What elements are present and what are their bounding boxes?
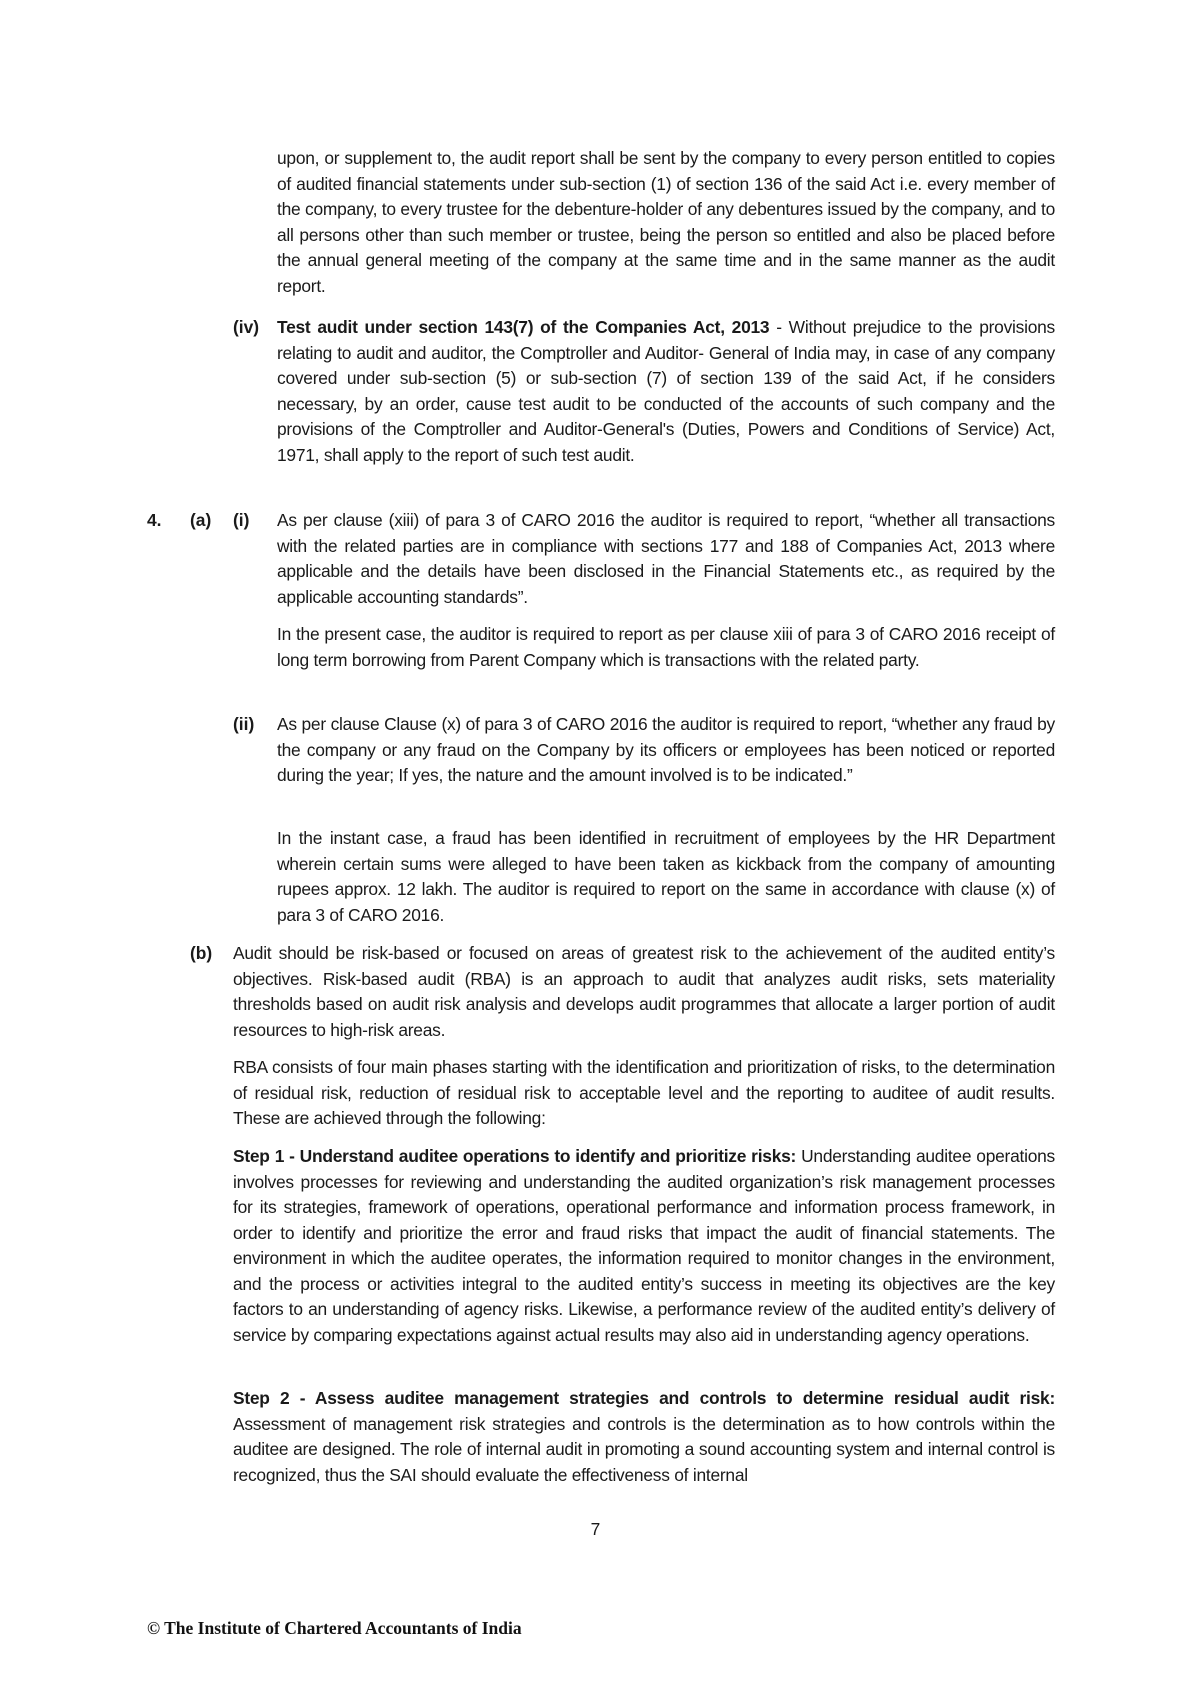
continuation-paragraph: upon, or supplement to, the audit report shall be sent by the company to every person entitled to copies of audited financial statements under sub-section (1) of section 136 of the said Act i.e. every member of the company, to every trustee for the debenture-holder of any debentures issued by the company, and to all persons other than such member or trustee, being the person so entitled and also be placed before the annual general meeting of the company at the same time and in the same manner as the audit report. (277, 148, 1055, 296)
item-ii-paragraph-2: In the instant case, a fraud has been identified in recruitment of employees by the HR Department wherein certain sums were alleged to have been taken as kickback from the company of amounting rupees approx. 12 lakh. The auditor is required to report on the same in accordance with clause (x) of para 3 of CARO 2016. (277, 828, 1055, 925)
part-a-label: (a) (190, 510, 212, 530)
part-b-paragraph-2: RBA consists of four main phases starting with the identification and prioritization of risks, to the determination of residual risk, reduction of residual risk to acceptable level and the reporting to auditee of audit results. These are achieved through the following: (233, 1057, 1055, 1128)
item-iv-title: Test audit under section 143(7) of the Companies Act, 2013 (277, 317, 770, 337)
footer-copyright: © The Institute of Chartered Accountants of India (147, 1618, 522, 1638)
question-number: 4. (147, 510, 162, 530)
part-b-paragraph-1: Audit should be risk-based or focused on areas of greatest risk to the achievement of the audited entity’s objectives. Risk-based audit (RBA) is an approach to audit that analyzes audit risks, sets materiality thresholds based on audit risk analysis and develops audit programmes that allocate a larger portion of audit resources to high-risk areas. (233, 943, 1055, 1040)
step-2-text: Assessment of management risk strategies and controls is the determination as to how controls within the auditee are designed. The role of internal audit in promoting a sound accounting system and internal control is recognized, thus the SAI should evaluate the effectiveness of internal (233, 1413, 1055, 1485)
part-b-label: (b) (190, 943, 213, 963)
item-iv-paragraph (277, 315, 1055, 468)
step-2-title: Step 2 - Assess auditee management strategies and controls to determine residual audit risk: (233, 1388, 1055, 1408)
item-iv-text: - Without prejudice to the provisions relating to audit and auditor, the Comptroller and Auditor- General of India may, in case of any company covered under sub-section (5) or sub-section (7) of section 139 of the said Act, if he considers necessary, by an order, cause test audit to be conducted of the accounts of such company and the provisions of the Comptroller and Auditor-General's (Duties, Powers and Conditions of Service) Act, 1971, shall apply to the report of such test audit. (277, 317, 1055, 465)
step-1-text: Understanding auditee operations involves processes for reviewing and understanding the audited organization’s risk management processes for its strategies, framework of operations, operational performance and information process framework, in order to identify and prioritize the error and fraud risks that impact the audit of financial statements. The environment in which the auditee operates, the information required to monitor changes in the environment, and the process or activities integral to the audited entity’s success in meeting its objectives are the key factors to an understanding of agency risks. Likewise, a performance review of the audited entity’s delivery of service by comparing expectations against actual results may also aid in understanding agency operations. (233, 1146, 1055, 1345)
item-i-label: (i) (233, 510, 250, 530)
item-iv-label: (iv) (233, 317, 260, 337)
step-1-paragraph (233, 1144, 1055, 1348)
page-number: 7 (590, 1519, 601, 1539)
item-i-paragraph-2: In the present case, the auditor is required to report as per clause xiii of para 3 of CARO 2016 receipt of long term borrowing from Parent Company which is transactions with the related party. (277, 624, 1055, 670)
step-1-title: Step 1 - Understand auditee operations to identify and prioritize risks: (233, 1146, 797, 1166)
step-2-paragraph (233, 1386, 1055, 1488)
item-ii-paragraph-1: As per clause Clause (x) of para 3 of CARO 2016 the auditor is required to report, “whether any fraud by the company or any fraud on the Company by its officers or employees has been noticed or reported during the year; If yes, the nature and the amount involved is to be indicated.” (277, 714, 1055, 785)
item-i-paragraph-1: As per clause (xiii) of para 3 of CARO 2016 the auditor is required to report, “whether all transactions with the related parties are in compliance with sections 177 and 188 of Companies Act, 2013 where applicable and the details have been disclosed in the Financial Statements etc., as required by the applicable accounting standards”. (277, 510, 1055, 607)
item-ii-label: (ii) (233, 714, 255, 734)
